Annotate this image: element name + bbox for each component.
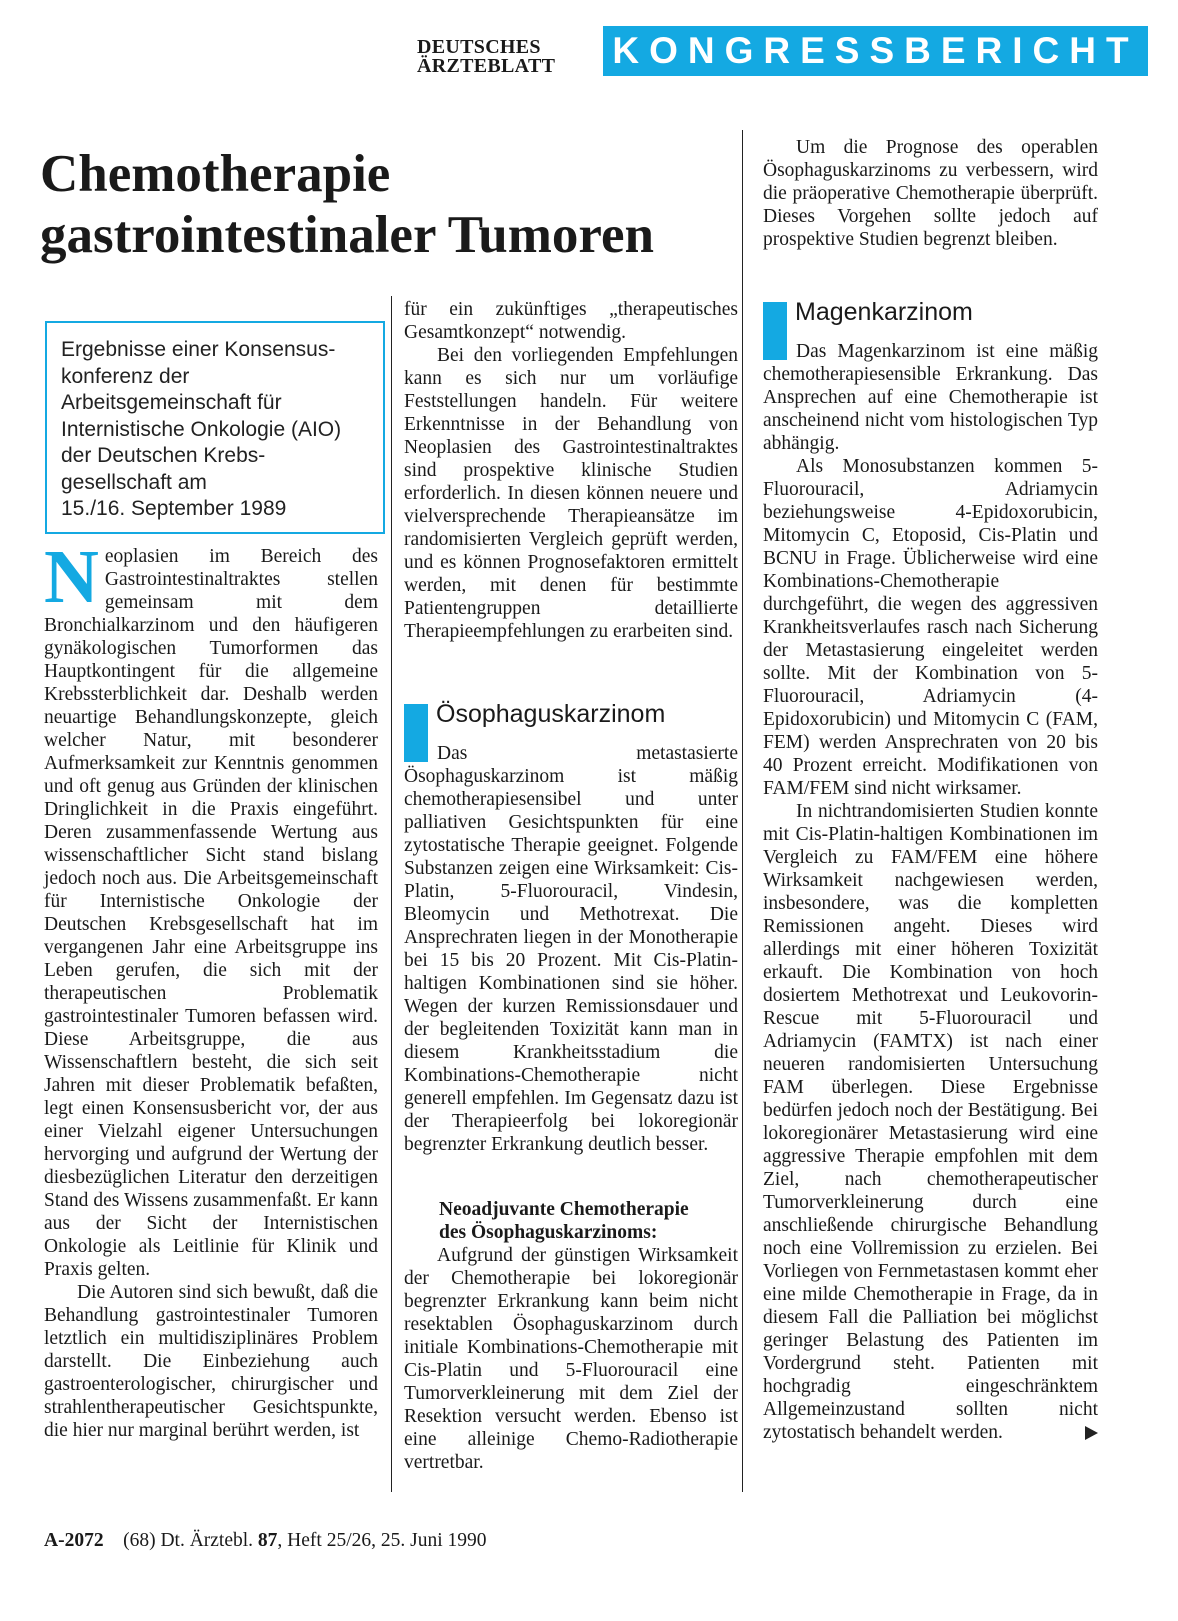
neoadjuvant-section — [404, 1244, 738, 1474]
magen-section — [763, 340, 1098, 1444]
section-heading-text: Ösophaguskarzinom — [436, 700, 666, 728]
section-heading-text: Magenkarzinom — [795, 298, 973, 326]
article-title-line2: gastrointestinaler Tumoren — [40, 206, 654, 264]
summary-box — [45, 321, 385, 534]
magen-paragraph-3 — [763, 800, 1098, 1444]
column-divider — [391, 296, 392, 1492]
continue-arrow-icon — [1085, 1426, 1098, 1440]
intro-paragraph-text: eoplasien im Bereich des Gastrointestinaltraktes stellen gemeinsam mit dem Bronchialkarzinom und den häufigeren gynäkologischen Tumorformen das Hauptkontingent für die allgemeine Krebssterblichkeit dar. Deshalb werden neuartige Behandlungskonzepte, gleich welcher Natur, mit besonderer Aufmerksamkeit zur Kenntnis genommen und oft genug aus Gründen der klinischen Dringlichkeit in die Praxis eingeführt. Deren zusammenfassende Wertung aus wissenschaftlicher Sicht stand bislang jedoch noch aus. Die Arbeitsgemeinschaft für Internistische Onkologie der Deutschen Krebsgesellschaft hat im vergangenen Jahr eine Arbeitsgruppe ins Leben gerufen, die sich mit der therapeutischen Problematik gastrointestinaler Tumoren befassen wird. Diese Arbeitsgruppe, die aus Wissenschaftlern besteht, die sich seit Jahren mit dieser Problematik befaßten, legt einen Konsensusbericht vor, der aus einer Vielzahl eigener Untersuchungen hervorging und aufgrund der Wertung der diesbezüglichen Literatur den derzeitigen Stand des Wissens zusammenfaßt. Er kann aus der Sicht der Internistischen Onkologie als Leitlinie für Klinik und Praxis gelten. — [44, 546, 378, 1280]
summary-line: Internistische Onkologie (AIO) — [61, 417, 342, 441]
section-banner: KONGRESSBERICHT — [603, 26, 1148, 76]
authors-paragraph: Die Autoren sind sich bewußt, daß die Behandlung gastrointestinaler Tumoren letztlich ein multidisziplinäres Problem darstellt. Die Einbeziehung auch gastroenterologischer, chirurgischer und strahlentherapeutischer Gesichtspunkte, die hier nur marginal berührt werden, ist — [44, 1282, 378, 1441]
oesophagus-paragraph: Das metastasierte Ösophaguskarzinom ist mäßig chemotherapiesensibel und unter palliativen Gesichtspunkten für eine zytostatische Therapie geeignet. Folgende Substanzen zeigen eine Wirksamkeit: Cis-Platin, 5-Fluorouracil, Vindesin, Bleomycin und Methotrexat. Die Ansprechraten liegen in der Monotherapie bei 15 bis 20 Prozent. Mit Cis-Platin-haltigen Kombinationen sind sie höher. Wegen der kurzen Remissionsdauer und der begleitenden Toxizität kann man in diesem Krankheitsstadium die Kombinations-Chemotherapie nicht generell empfehlen. Im Gegensatz dazu ist der Therapieerfolg bei lokoregionär begrenzter Erkrankung deutlich besser. — [404, 743, 738, 1155]
publication-name-line1: DEUTSCHES — [417, 36, 541, 58]
neoadjuvant-subheading — [439, 1198, 738, 1244]
column-3-top — [763, 136, 1098, 251]
neoadjuvant-paragraph: Aufgrund der günstigen Wirksamkeit der Chemotherapie bei lokoregionär begrenzter Erkrankung kann beim nicht resektablen Ösophaguskarzinom durch initiale Kombinations-Chemotherapie mit Cis-Platin und 5-Fluorouracil eine Tumorverkleinerung mit dem Ziel der Resektion versucht werden. Ebenso ist eine alleinige Chemo-Radiotherapie vertretbar. — [404, 1245, 738, 1473]
authors-paragraph-continued: für ein zukünftiges „therapeutisches Gesamtkonzept“ notwendig. — [404, 299, 738, 343]
intro-paragraph — [44, 535, 378, 1281]
publication-name-line2: ÄRZTEBLATT — [417, 55, 556, 77]
summary-line: Arbeitsgemeinschaft für — [61, 391, 282, 414]
column-1 — [44, 535, 378, 1442]
subheading-line1: Neoadjuvante Chemotherapie — [439, 1199, 689, 1220]
column-2-top — [404, 298, 738, 643]
summary-line: gesellschaft am — [61, 470, 207, 494]
page-footer — [44, 1530, 487, 1552]
magen-paragraph-3-text: In nichtrandomisierten Studien konnte mit Cis-Platin-haltigen Kombinationen im Vergleich zu FAM/FEM eine höhere Wirksamkeit nachgewiesen werden, insbesondere, was die kompletten Remissionen angeht. Dieses wird allerdings mit einer höheren Toxizität erkauft. Die Kombination von hoch dosiertem Methotrexat und Leukovorin-Rescue mit 5-Fluorouracil und Adriamycin (FAMTX) ist nach einer neueren randomisierten Untersuchung FAM überlegen. Diese Ergebnisse bedürfen jedoch noch der Bestätigung. Bei lokoregionärer Metastasierung wird eine aggressive Therapie empfohlen mit dem Ziel, nach chemotherapeutischer Tumorverkleinerung durch eine anschließende chirurgische Behandlung noch eine Vollremission zu erzielen. Bei Vorliegen von Fernmetastasen kommt eher eine milde Chemotherapie in Frage, da in diesem Fall die Palliation bei möglichst geringer Belastung des Patienten im Vordergrund steht. Patienten mit hochgradig eingeschränktem Allgemeinzustand sollten nicht zytostatisch behandelt werden. — [763, 801, 1098, 1443]
summary-line: Ergebnisse einer Konsensus- — [61, 338, 336, 361]
publication-name — [417, 38, 591, 76]
summary-line: 15./16. September 1989 — [61, 497, 287, 520]
page-code: A-2072 — [44, 1530, 104, 1551]
article-title-line1: Chemotherapie — [40, 145, 391, 203]
recommendations-paragraph: Bei den vorliegenden Empfehlungen kann es sich nur um vorläufige Feststellungen handeln. Für weitere Erkenntnisse in der Behandlung von Neoplasien des Gastrointestinaltraktes sind prospektive klinische Studien erforderlich. In diesen können neuere und vielversprechende Therapieansätze im randomisierten Vergleich geprüft werden, und es können Prognosefaktoren ermittelt werden, mit denen für bestimmte Patientengruppen detaillierte Therapieempfehlungen zu erarbeiten sind. — [404, 345, 738, 642]
article-title — [40, 144, 770, 266]
magen-paragraph-1: Das Magenkarzinom ist eine mäßig chemotherapiesensible Erkrankung. Das Ansprechen auf eine Chemotherapie ist anscheinend nicht vom histologischen Typ abhängig. — [763, 341, 1098, 454]
column-divider — [742, 130, 743, 1492]
summary-line: der Deutschen Krebs- — [61, 444, 266, 467]
citation-suffix: , Heft 25/26, 25. Juni 1990 — [277, 1530, 487, 1551]
oesophagus-section — [404, 742, 738, 1156]
subheading-line2: des Ösophaguskarzinoms: — [439, 1222, 658, 1243]
citation-prefix: (68) Dt. Ärztebl. — [123, 1530, 254, 1551]
drop-cap: N — [44, 535, 99, 619]
prognosis-paragraph: Um die Prognose des operablen Ösophaguskarzinoms zu verbessern, wird die präoperative Chemotherapie überprüft. Dieses Vorgehen sollte jedoch auf prospektive Studien begrenzt bleiben. — [763, 137, 1098, 250]
citation-volume: 87 — [257, 1530, 278, 1551]
magen-paragraph-2: Als Monosubstanzen kommen 5-Fluorouracil, Adriamycin beziehungsweise 4-Epidoxorubicin, Mitomycin C, Etoposid, Cis-Platin und BCNU in Frage. Üblicherweise wird eine Kombinations-Chemotherapie durchgeführt, die wegen des aggressiven Krankheitsverlaufes rasch nach Sicherung der Metastasierung eingeleitet werden sollte. Mit der Kombination von 5-Fluorouracil, Adriamycin (4-Epidoxorubicin) und Mitomycin C (FAM, FEM) werden Ansprechraten von 20 bis 40 Prozent erreicht. Modifikationen von FAM/FEM sind nicht wirksamer. — [763, 456, 1098, 799]
summary-line: konferenz der — [61, 364, 190, 388]
